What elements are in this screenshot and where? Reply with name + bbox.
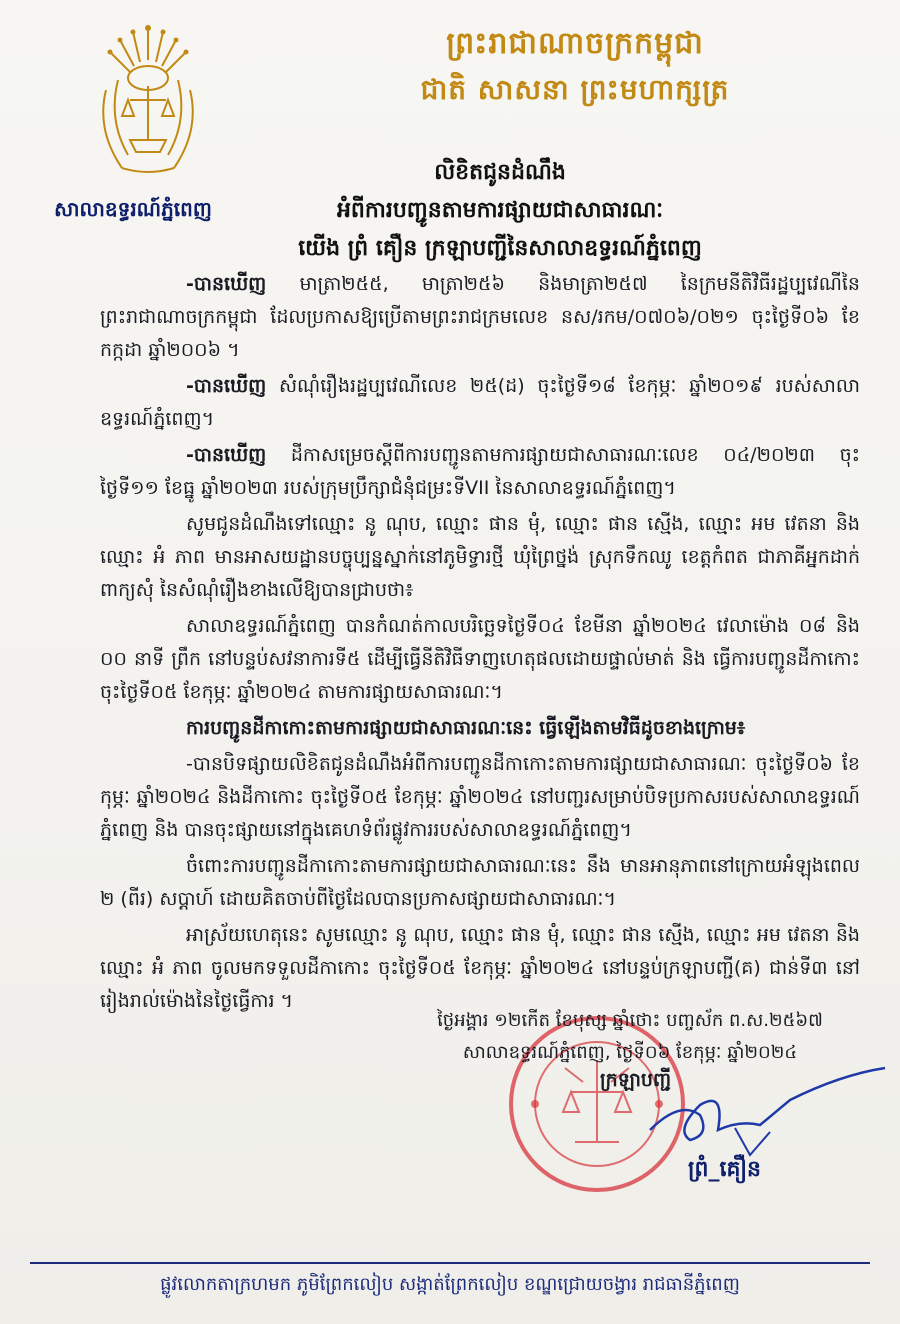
paragraph-having-seen-2 [100, 370, 860, 436]
footer-address: ផ្លូវលោកតាក្រហមក ភូមិព្រែកលៀប សង្កាត់ព្រែកលៀប ខណ្ឌជ្រោយចង្វារ រាជធានីភ្នំពេញ [160, 1274, 740, 1295]
paragraph-text: មាត្រា២៥៥, មាត្រា២៥៦ និងមាត្រា២៥៧ នៃក្រមនីតិវិធីរដ្ឋប្បវេណីនៃព្រះរាជាណាចក្រកម្ពុជា ដែលប្រកាសឱ្យប្រើតាមព្រះរាជក្រមលេខ នស/រកម/០៧០៦/០២១ ចុះថ្ងៃទី០៦ ខែកក្កដា ឆ្នាំ២០០៦ ។ [100, 273, 860, 361]
paragraph-method-heading: ការបញ្ជូនដីកាកោះតាមការផ្សាយជាសាធារណៈនេះ ធ្វើឡើងតាមវិធីដូចខាងក្រោម៖ [186, 717, 746, 739]
document-issuer: យើង ព្រំ គឿន ក្រឡាបញ្ជីនៃសាលាឧទ្ធរណ៍ភ្នំពេញ [298, 236, 702, 261]
paragraph-notice: សូមជូនដំណឹងទៅឈ្មោះ នូ ណុប, ឈ្មោះ ផាន មុំ, ឈ្មោះ ផាន ស្មើង, ឈ្មោះ អម វេតនា និង ឈ្មោះ អំ ភាព មានអាសយដ្ឋានបច្ចុប្បន្នស្នាក់នៅភូមិទ្វារថ្មី ឃុំព្រៃថ្នង់ ស្រុកទឹកឈូ ខេត្តកំពត ជាភាគីអ្នកដាក់ពាក្យសុំ នៃសំណុំរឿងខាងលើឱ្យបានជ្រាបថា៖ [100, 513, 860, 601]
lead-label: -បានឃើញ [186, 375, 267, 397]
paragraph-summons: អាស្រ័យហេតុនេះ សូមឈ្មោះ នូ ណុប, ឈ្មោះ ផាន មុំ, ឈ្មោះ ផាន ស្មើង, ឈ្មោះ អម វេតនា និង ឈ្មោះ អំ ភាព ចូលមកទទួលដីកាកោះ ចុះថ្ងៃទី០៥ ខែកុម្ភៈ ឆ្នាំ២០២៤ នៅបន្ទប់ក្រឡាបញ្ជី(គ) ជាន់ទី៣ នៅរៀងរាល់ម៉ោងនៃថ្ងៃធ្វើការ ។ [100, 924, 860, 1012]
court-emblem-icon [78, 20, 218, 180]
paragraph-method: -បានបិទផ្សាយលិខិតជូនដំណឹងអំពីការបញ្ជូនដីកាកោះតាមការផ្សាយជាសាធារណៈ ចុះថ្ងៃទី០៦ ខែកុម្ភៈ ឆ្នាំ២០២៤ និងដីកាកោះ ចុះថ្ងៃទី០៥ ខែកុម្ភៈ ឆ្នាំ២០២៤ នៅបញ្ជរសម្រាប់បិទប្រកាសរបស់សាលាឧទ្ធរណ៍ភ្នំពេញ និង បានចុះផ្សាយនៅក្នុងគេហទំព័រផ្លូវការរបស់សាលាឧទ្ធរណ៍ភ្នំពេញ។ [100, 753, 860, 841]
paragraph-text: សំណុំរឿងរដ្ឋប្បវេណីលេខ ២៥(ដ) ចុះថ្ងៃទី១៨ ខែកុម្ភៈ ឆ្នាំ២០១៩ របស់សាលាឧទ្ធរណ៍ភ្នំពេញ។ [100, 375, 860, 430]
handwritten-signature-icon [640, 1060, 890, 1170]
kingdom-heading: ព្រះរាជាណាចក្រកម្ពុជា [446, 26, 704, 61]
document-body [100, 268, 860, 1021]
paragraph-text: ដីកាសម្រេចស្តីពីការបញ្ជូនតាមការផ្សាយជាសាធារណៈលេខ ០៤/២០២៣ ចុះថ្ងៃទី១១ ខែធ្នូ ឆ្នាំ២០២៣ របស់ក្រុមប្រឹក្សាជំនុំជម្រះទីVII នៃសាលាឧទ្ធរណ៍ភ្នំពេញ។ [100, 444, 860, 499]
paragraph-having-seen-1 [100, 268, 860, 367]
signer-title: ក្រឡាបញ្ជី [600, 1069, 672, 1091]
court-name-label: សាលាឧទ្ធរណ៍ភ្នំពេញ [54, 197, 212, 221]
lunar-date: ថ្ងៃអង្គារ ១២កើត ខែបុស្ស ឆ្នាំថោះ បញ្ចស័ក ព.ស.២៥៦៧ [437, 1010, 823, 1031]
paragraph-effect: ចំពោះការបញ្ជូនដីកាកោះតាមការផ្សាយជាសាធារណៈនេះ នឹង មានអានុភាពនៅក្រោយអំឡុងពេល ២ (ពីរ) សប្តាហ៍ ដោយគិតចាប់ពីថ្ងៃដែលបានប្រកាសផ្សាយជាសាធារណៈ។ [100, 855, 860, 910]
paragraph-hearing-date: សាលាឧទ្ធរណ៍ភ្នំពេញ បានកំណត់កាលបរិច្ឆេទថ្ងៃទី០៤ ខែមីនា ឆ្នាំ២០២៤ វេលាម៉ោង ០៨ និង ០០ នាទី ព្រឹក នៅបន្ទប់សវនាការទី៥ ដើម្បីធ្វើនីតិវិធីទាញហេតុផលដោយផ្ទាល់មាត់ និង ធ្វើការបញ្ជូនដីកាកោះ ចុះថ្ងៃទី០៥ ខែកុម្ភៈ ឆ្នាំ២០២៤ តាមការផ្សាយសាធារណៈ។ [100, 615, 860, 703]
place-date: សាលាឧទ្ធរណ៍ភ្នំពេញ, ថ្ងៃទី០៦ ខែកុម្ភៈ ឆ្នាំ២០២៤ [462, 1042, 798, 1063]
footer-divider [30, 1262, 870, 1264]
national-motto: ជាតិ សាសនា ព្រះមហាក្សត្រ [420, 73, 730, 106]
lead-label: -បានឃើញ [186, 273, 267, 295]
lead-label: -បានឃើញ [186, 444, 267, 466]
signer-name: ព្រំ_គឿន [688, 1157, 761, 1182]
document-title: លិខិតជូនដំណឹង [434, 160, 566, 185]
paragraph-having-seen-3 [100, 439, 860, 505]
document-subject: អំពីការបញ្ជូនតាមការផ្សាយជាសាធារណៈ [336, 198, 664, 223]
